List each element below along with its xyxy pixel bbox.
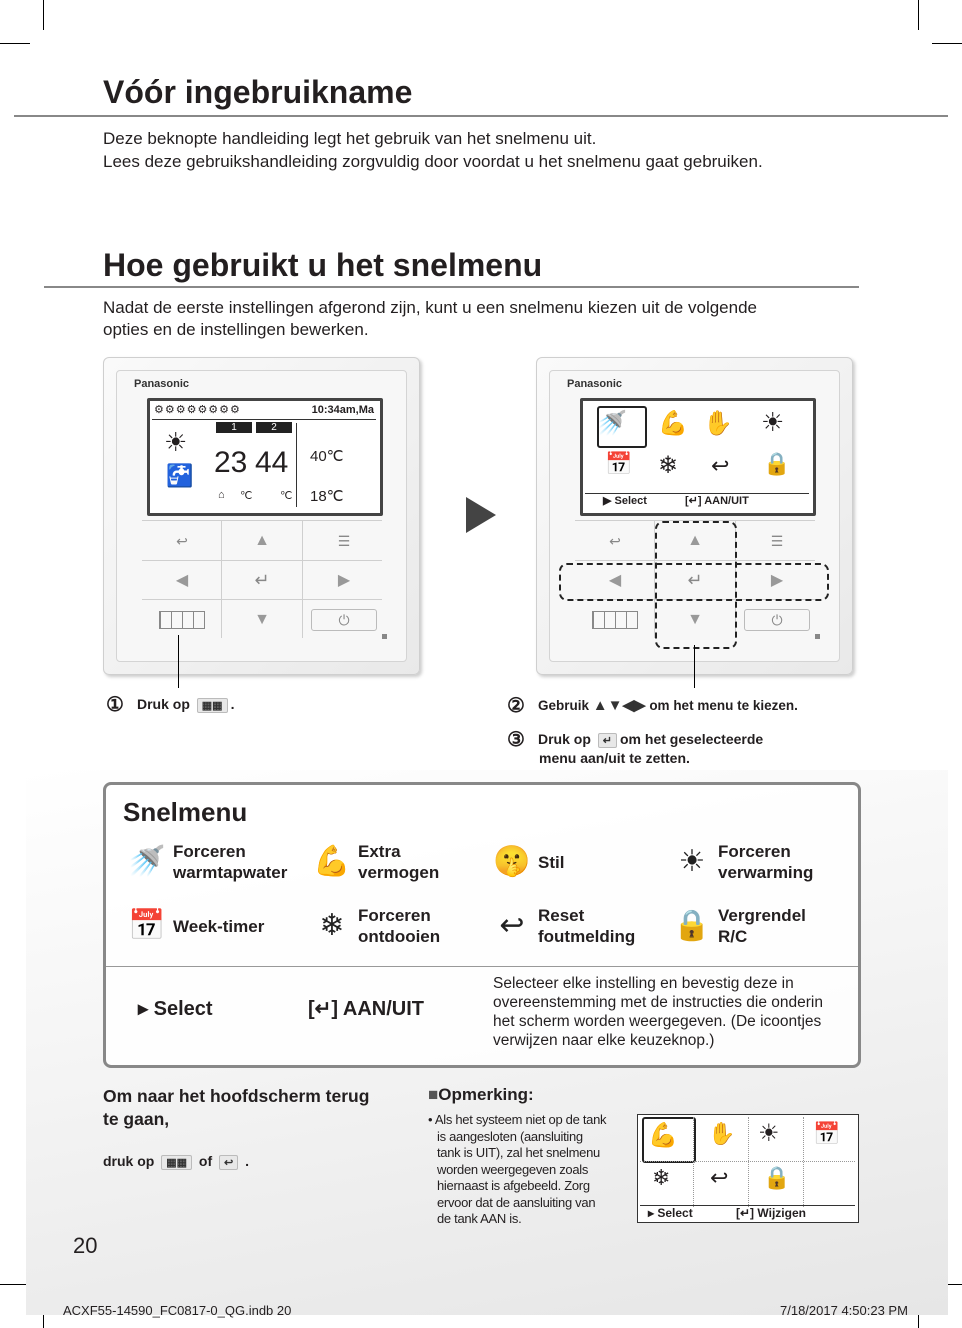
back-button[interactable]: ↩ — [609, 532, 621, 549]
unit-1: ℃ — [240, 490, 253, 502]
arrow-right-icon — [466, 497, 496, 533]
select-legend: ▸ Select — [138, 998, 213, 1020]
menu-button[interactable]: ☰ — [337, 532, 351, 549]
zone-2-badge: 2 — [256, 422, 292, 433]
change-hint: [↵] Wijzigen — [736, 1206, 806, 1220]
how-to-line-1: Nadat de eerste instellingen afgerond zijn, kunt u een snelmenu kiezen uit de volgende — [103, 298, 757, 317]
pointer-line-1 — [178, 635, 179, 688]
note-screen — [637, 1114, 859, 1223]
enter-legend: [↵] AAN/UIT — [308, 998, 425, 1020]
remote-controller-home — [103, 357, 420, 675]
sun-heater-icon: ☀ — [761, 407, 785, 437]
sun-heater-icon: ☀ — [678, 845, 706, 878]
option-stil: 🤫 Stil — [486, 840, 666, 884]
right-button[interactable]: ▶ — [770, 572, 784, 589]
enter-button[interactable]: ↵ — [254, 569, 270, 590]
down-button[interactable]: ▼ — [254, 611, 270, 628]
down-button[interactable]: ▼ — [687, 611, 703, 628]
quick-menu-key-icon: ▦▦ — [161, 1155, 192, 1170]
lock-icon: 🔒 — [673, 909, 711, 942]
note-title: ■Opmerking: — [428, 1085, 534, 1104]
power-arm-icon: 💪 — [658, 410, 688, 437]
home-screen-display — [147, 398, 383, 516]
calendar-7-icon: 📅 — [128, 909, 166, 942]
reset-icon: ↩ — [711, 453, 730, 478]
status-icons: ⚙⚙⚙⚙⚙⚙⚙⚙ — [154, 404, 241, 416]
power-arm-icon: 💪 — [313, 845, 351, 878]
hot-water-tap-icon: 🚿 — [597, 410, 627, 437]
section-title-before-use: Vóór ingebruikname — [103, 74, 413, 110]
option-vergrendel-rc: 🔒 Vergrendel R/C — [666, 904, 846, 948]
quiet-hand-icon: ✋ — [708, 1121, 736, 1146]
sun-heater-icon: ☀ — [758, 1120, 780, 1147]
calendar-7-icon: 📅 — [813, 1121, 841, 1146]
power-button[interactable]: ⏻ — [304, 601, 384, 639]
lock-icon: 🔒 — [763, 451, 791, 476]
sun-icon: ☀ — [164, 427, 188, 457]
up-button[interactable]: ▲ — [254, 532, 270, 549]
enter-button[interactable]: ↵ — [687, 569, 703, 590]
how-to-line-2: opties en de instellingen bewerken. — [103, 320, 369, 339]
select-hint: ▶ Select — [603, 495, 647, 507]
remote-controller-quickmenu — [536, 357, 853, 675]
back-button[interactable]: ↩ — [176, 532, 188, 549]
quick-menu-button[interactable] — [575, 601, 655, 639]
home-icon: ⌂ — [218, 489, 225, 501]
outdoor-temp: 18℃ — [310, 488, 344, 505]
enter-hint: [↵] AAN/UIT — [685, 495, 749, 507]
quick-menu-button[interactable] — [142, 601, 222, 639]
title-rule — [44, 286, 859, 288]
title-rule — [14, 115, 948, 117]
option-forceren-ontdooien: ❄ Forceren ontdooien — [306, 904, 486, 948]
back-key-icon: ↩ — [219, 1155, 238, 1170]
option-forceren-warmtapwater: 🚿 Forceren warmtapwater — [121, 840, 301, 884]
left-button[interactable]: ◀ — [608, 572, 622, 589]
status-bar — [152, 403, 376, 420]
snelmenu-title: Snelmenu — [123, 797, 248, 827]
defrost-icon: ❄ — [652, 1165, 671, 1190]
footer-date: 7/18/2017 4:50:23 PM — [780, 1303, 908, 1318]
reset-icon: ↩ — [710, 1165, 729, 1190]
back-home-title: Om naar het hoofdscherm terug te gaan, — [103, 1086, 370, 1129]
step-1: ① Druk op ▦▦ . — [106, 693, 235, 716]
step-3-line-2: menu aan/uit te zetten. — [539, 750, 690, 766]
quiet-hand-icon: ✋ — [703, 410, 733, 437]
clock: 10:34am,Ma — [311, 404, 374, 416]
pointer-line-2 — [694, 645, 695, 688]
intro-line-1: Deze beknopte handleiding legt het gebruik van het snelmenu uit. — [103, 129, 597, 148]
brand-label: Panasonic — [567, 378, 623, 390]
right-button[interactable]: ▶ — [337, 572, 351, 589]
page-number: 20 — [73, 1233, 98, 1258]
back-home-instruction: druk op ▦▦ of ↩ . — [103, 1153, 250, 1169]
reset-icon: ↩ — [499, 909, 525, 942]
tank-temp: 40℃ — [310, 448, 344, 465]
snelmenu-box — [103, 782, 861, 1068]
quick-menu-display — [580, 398, 816, 516]
power-button[interactable]: ⏻ — [737, 601, 817, 639]
step-2: ② Gebruik ▲▼◀▶ om het menu te kiezen. — [507, 694, 798, 717]
snelmenu-description: Selecteer elke instelling en bevestig deze in overeenstemming met de instructies die onderin het scherm worden weergegeven. (De icoontjes verwijzen naar elke keuzeknop.) — [493, 975, 823, 1049]
zone-1-temp: 23 — [214, 446, 248, 479]
unit-2: ℃ — [280, 490, 293, 502]
menu-button[interactable]: ☰ — [770, 532, 784, 549]
intro-line-2: Lees deze gebruikshandleiding zorgvuldig door voordat u het snelmenu gaat gebruiken. — [103, 152, 763, 171]
section-title-how-to: Hoe gebruikt u het snelmenu — [103, 247, 543, 283]
brand-label: Panasonic — [134, 378, 190, 390]
tap-icon: 🚰 — [166, 463, 194, 488]
defrost-icon: ❄ — [319, 909, 345, 942]
zone-1-badge: 1 — [216, 422, 252, 433]
footer-file: ACXF55-14590_FC0817-0_QG.indb 20 — [63, 1303, 292, 1318]
quick-menu-key-icon: ▦▦ — [197, 698, 228, 713]
arrow-keys-icon: ▲▼◀▶ — [592, 697, 646, 714]
select-hint: ▸ Select — [648, 1206, 693, 1220]
option-week-timer: 📅 Week-timer — [121, 904, 301, 948]
step-3: ③ Druk op ↵ om het geselecteerde — [507, 728, 764, 751]
left-button[interactable]: ◀ — [175, 572, 189, 589]
up-button[interactable]: ▲ — [687, 532, 703, 549]
option-forceren-verwarming: ☀ Forceren verwarming — [666, 840, 846, 884]
option-reset-foutmelding: ↩ Reset foutmelding — [486, 904, 666, 948]
note-text: • Als het systeem niet op de tank is aangesloten (aansluiting tank is UIT), zal het snelmenu worden weergegeven zoals hiernaast is afgebeeld. Zorg ervoor dat de aansluiting van de tank AAN is. — [428, 1112, 607, 1226]
enter-key-icon: ↵ — [598, 733, 617, 748]
power-arm-icon: 💪 — [648, 1122, 678, 1149]
quiet-hand-icon: 🤫 — [493, 845, 531, 878]
zone-2-temp: 44 — [255, 446, 289, 479]
option-extra-vermogen: 💪 Extra vermogen — [306, 840, 486, 884]
lock-icon: 🔒 — [763, 1165, 791, 1190]
defrost-icon: ❄ — [658, 452, 679, 479]
hot-water-tap-icon: 🚿 — [128, 845, 166, 878]
calendar-7-icon: 📅 — [605, 451, 633, 476]
